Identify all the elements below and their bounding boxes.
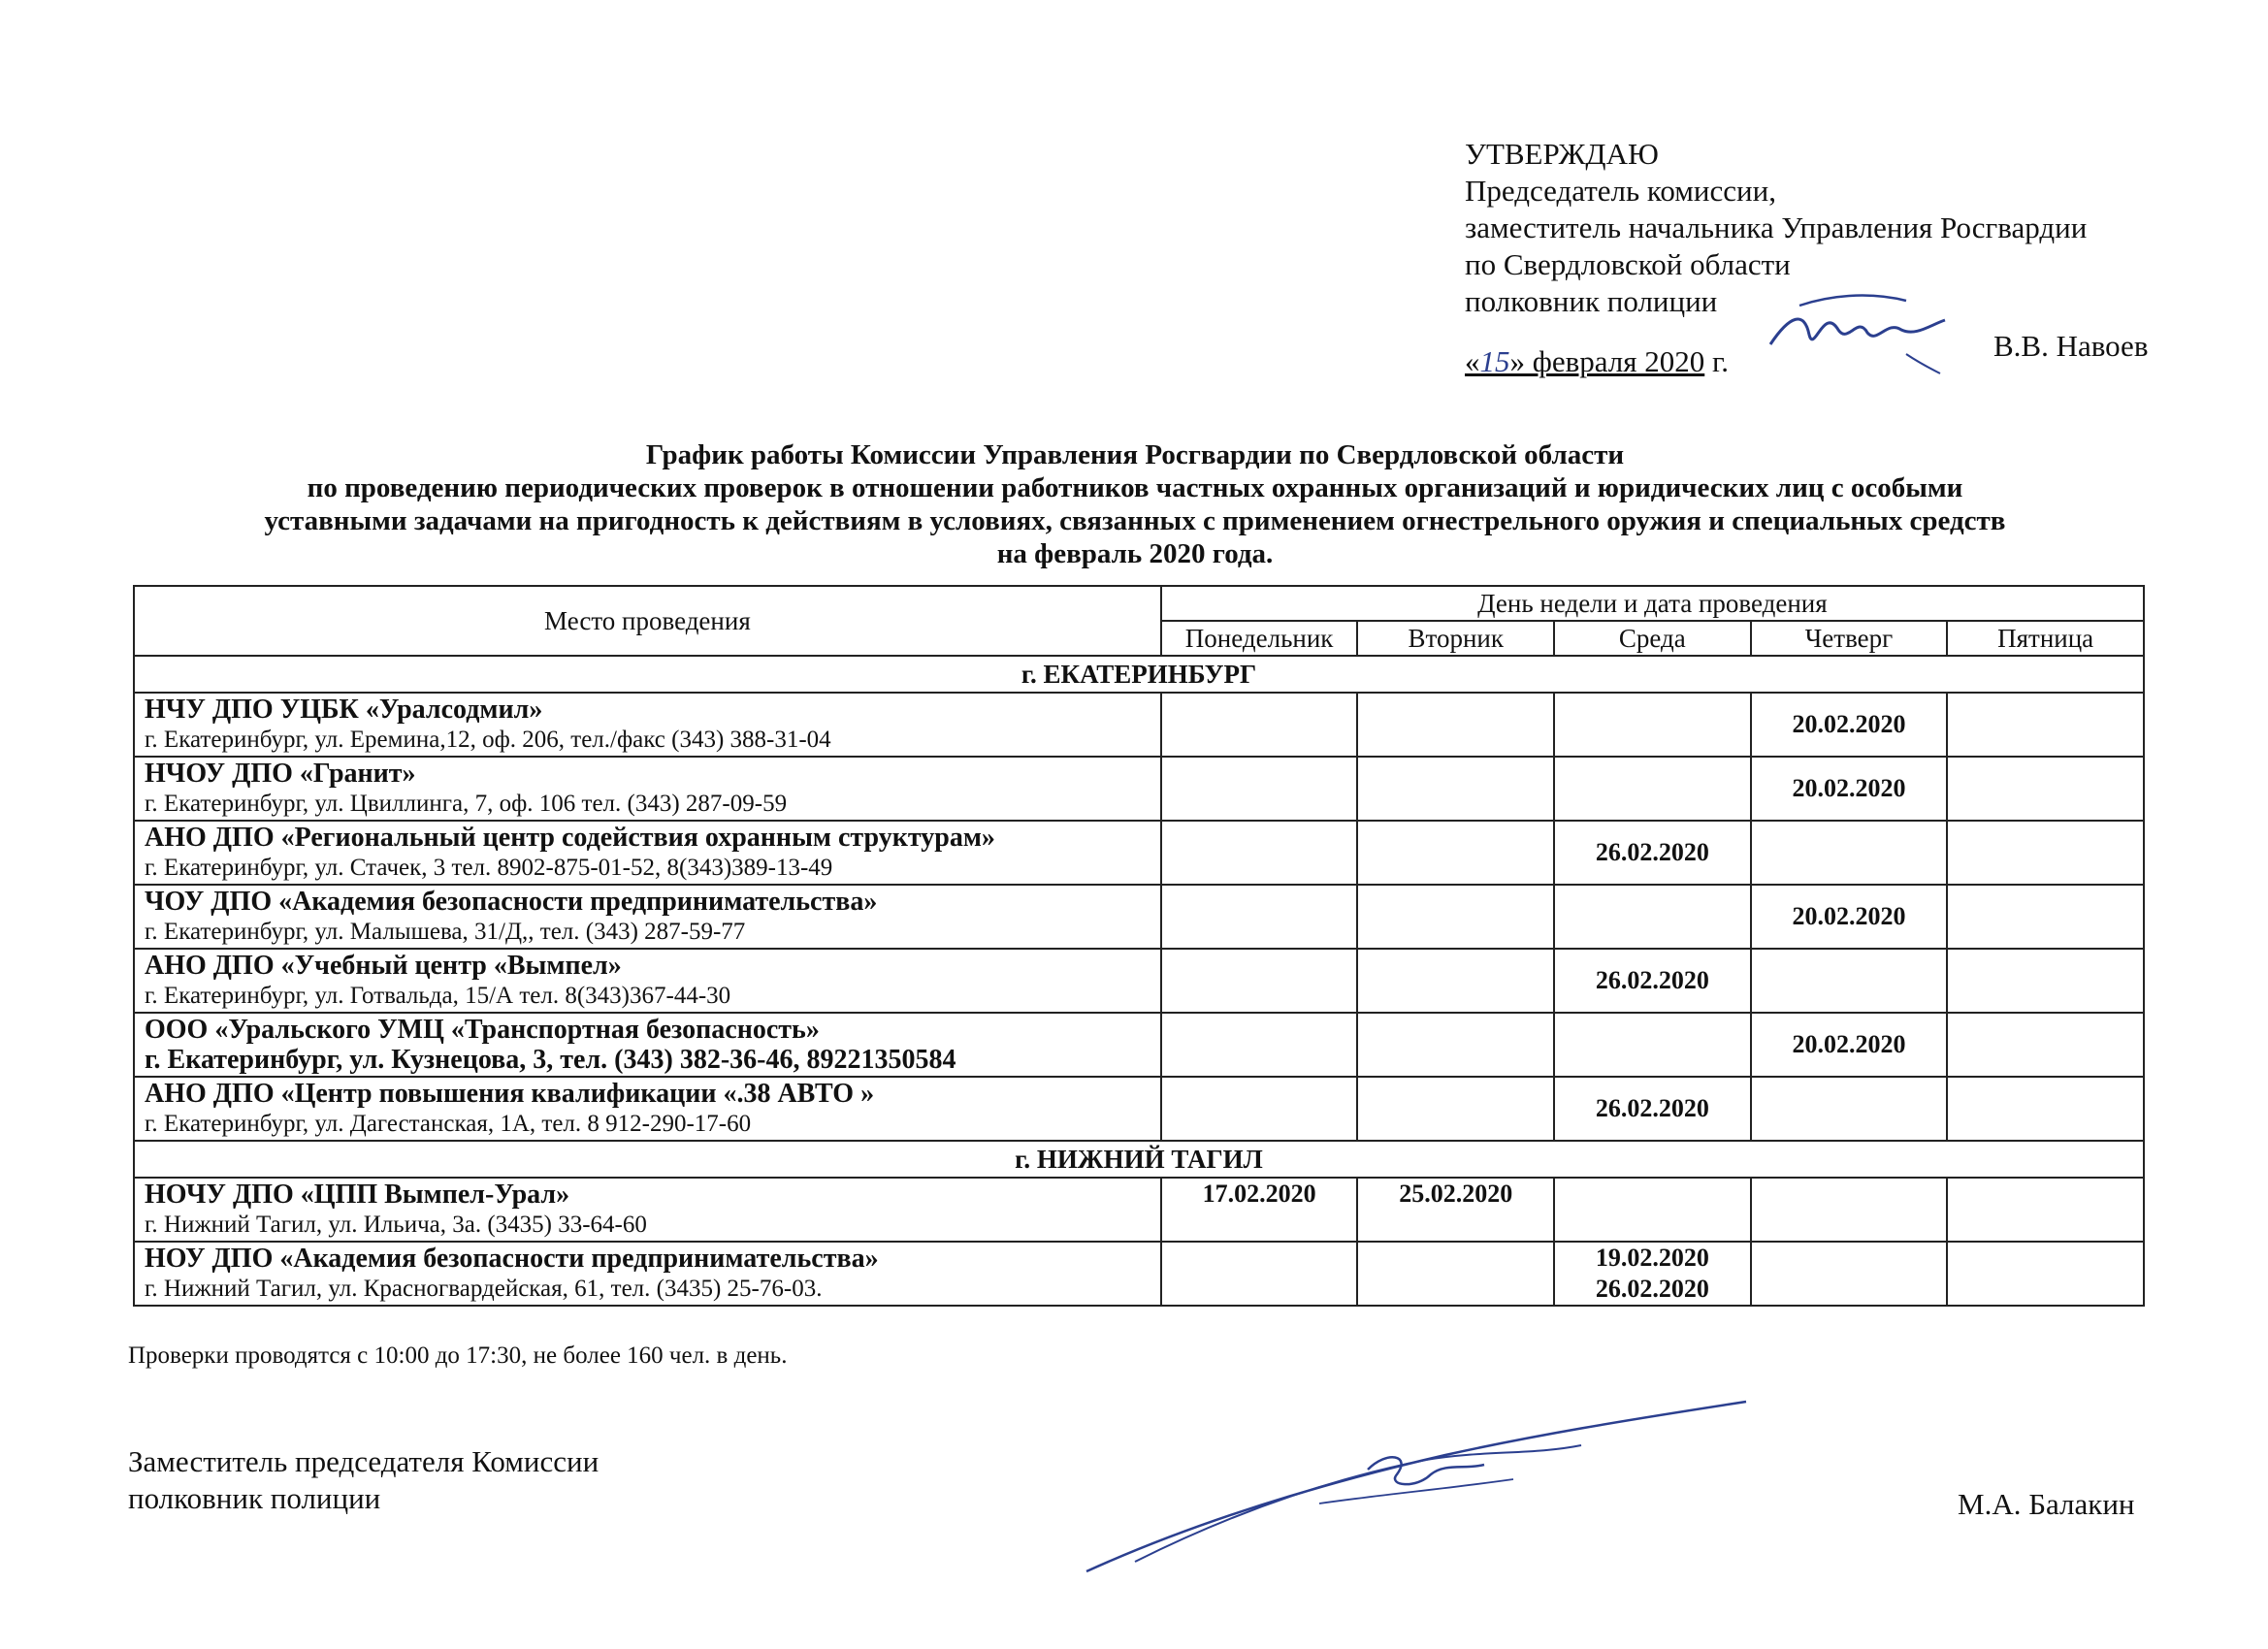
schedule-body xyxy=(134,656,2144,1306)
title-line: уставными задачами на пригодность к действиям в условиях, связанных с применением огнестрельного оружия и специальных средств xyxy=(264,505,2006,536)
place-cell xyxy=(134,757,1161,821)
date-cell: 26.02.2020 xyxy=(1554,949,1751,1013)
date-cell xyxy=(1161,885,1358,949)
organization-address: г. Екатеринбург, ул. Готвальда, 15/А тел. 8(343)367-44-30 xyxy=(145,983,731,1009)
date-cell xyxy=(1947,757,2144,821)
date-cell xyxy=(1161,949,1358,1013)
days-header: День недели и дата проведения xyxy=(1161,586,2144,621)
city-section-row xyxy=(134,1141,2144,1178)
day-header-wednesday: Среда xyxy=(1554,621,1751,656)
date-cell: 17.02.2020 xyxy=(1161,1178,1358,1242)
document-title xyxy=(116,438,2154,570)
date-cell xyxy=(1357,1242,1554,1306)
date-cell: 25.02.2020 xyxy=(1357,1178,1554,1242)
date-cell xyxy=(1751,1077,1948,1141)
city-name: г. ЕКАТЕРИНБУРГ xyxy=(134,656,2144,693)
table-row xyxy=(134,821,2144,885)
table-row xyxy=(134,1178,2144,1242)
date-cell xyxy=(1947,1242,2144,1306)
table-row xyxy=(134,757,2144,821)
organization-address: г. Екатеринбург, ул. Стачек, 3 тел. 8902-875-01-52, 8(343)389-13-49 xyxy=(145,855,833,881)
organization-address: г. Нижний Тагил, ул. Ильича, 3а. (3435) 33-64-60 xyxy=(145,1212,647,1238)
place-cell xyxy=(134,1013,1161,1077)
approver-signature xyxy=(1761,276,1955,383)
deputy-line: Заместитель председателя Комиссии xyxy=(128,1444,599,1478)
table-row xyxy=(134,1013,2144,1077)
date-cell: 26.02.2020 xyxy=(1554,821,1751,885)
organization-name: АНО ДПО «Учебный центр «Вымпел» xyxy=(145,951,622,981)
approval-line: полковник полиции xyxy=(1465,284,1718,318)
organization-name: НЧОУ ДПО «Гранит» xyxy=(145,759,416,789)
date-cell xyxy=(1947,885,2144,949)
date-cell xyxy=(1554,693,1751,757)
date-cell xyxy=(1357,821,1554,885)
date-cell xyxy=(1357,1077,1554,1141)
schedule-note: Проверки проводятся с 10:00 до 17:30, не более 160 чел. в день. xyxy=(128,1342,788,1369)
date-cell xyxy=(1357,693,1554,757)
place-cell xyxy=(134,693,1161,757)
date-cell: 26.02.2020 xyxy=(1554,1077,1751,1141)
organization-address: г. Екатеринбург, ул. Цвиллинга, 7, оф. 106 тел. (343) 287-09-59 xyxy=(145,791,788,817)
date-cell xyxy=(1554,757,1751,821)
approval-date-day: 15 xyxy=(1479,344,1510,378)
approval-date: «15» февраля 2020 г. xyxy=(1465,344,1729,378)
date-cell xyxy=(1947,693,2144,757)
date-cell xyxy=(1554,1178,1751,1242)
date-cell xyxy=(1161,757,1358,821)
date-cell xyxy=(1161,693,1358,757)
place-cell xyxy=(134,1242,1161,1306)
date-cell: 20.02.2020 xyxy=(1751,885,1948,949)
table-row xyxy=(134,885,2144,949)
date-cell xyxy=(1554,1013,1751,1077)
organization-name: АНО ДПО «Центр повышения квалификации «.38 АВТО » xyxy=(145,1079,875,1109)
date-cell xyxy=(1357,1013,1554,1077)
table-row xyxy=(134,693,2144,757)
approval-line: заместитель начальника Управления Росгвардии xyxy=(1465,210,2088,244)
organization-name: ЧОУ ДПО «Академия безопасности предпринимательства» xyxy=(145,887,878,917)
title-line: График работы Комиссии Управления Росгвардии по Свердловской области xyxy=(645,439,1625,470)
date-cell xyxy=(1947,1077,2144,1141)
place-cell xyxy=(134,821,1161,885)
date-cell xyxy=(1357,757,1554,821)
date-cell xyxy=(1161,1077,1358,1141)
organization-address: г. Нижний Тагил, ул. Красногвардейская, 61, тел. (3435) 25-76-03. xyxy=(145,1276,823,1302)
organization-name: НОЧУ ДПО «ЦПП Вымпел-Урал» xyxy=(145,1180,570,1210)
date-cell xyxy=(1751,1178,1948,1242)
day-header-friday: Пятница xyxy=(1947,621,2144,656)
date-cell: 19.02.2020 26.02.2020 xyxy=(1554,1242,1751,1306)
organization-address: г. Екатеринбург, ул. Еремина,12, оф. 206, тел./факс (343) 388-31-04 xyxy=(145,727,831,753)
deputy-name: М.А. Балакин xyxy=(1958,1487,2135,1521)
place-cell xyxy=(134,885,1161,949)
city-name: г. НИЖНИЙ ТАГИЛ xyxy=(134,1141,2144,1178)
approval-line: Председатель комиссии, xyxy=(1465,174,1776,208)
approval-heading: УТВЕРЖДАЮ xyxy=(1465,137,1659,171)
date-cell xyxy=(1751,949,1948,1013)
organization-name: ООО «Уральского УМЦ «Транспортная безопасность» xyxy=(145,1015,820,1045)
date-cell xyxy=(1947,1178,2144,1242)
date-cell xyxy=(1947,949,2144,1013)
table-row xyxy=(134,949,2144,1013)
date-cell xyxy=(1357,949,1554,1013)
title-line: на февраль 2020 года. xyxy=(996,538,1274,569)
organization-name: НОУ ДПО «Академия безопасности предпринимательства» xyxy=(145,1244,879,1274)
place-cell xyxy=(134,1077,1161,1141)
deputy-line: полковник полиции xyxy=(128,1481,381,1515)
deputy-block xyxy=(128,1443,599,1517)
city-section-row xyxy=(134,656,2144,693)
date-cell xyxy=(1357,885,1554,949)
day-header-monday: Понедельник xyxy=(1161,621,1358,656)
organization-name: АНО ДПО «Региональный центр содействия охранным структурам» xyxy=(145,823,995,853)
date-cell xyxy=(1947,821,2144,885)
title-line: по проведению периодических проверок в отношении работников частных охранных организаций и юридических лиц с особыми xyxy=(307,472,1963,503)
schedule-table xyxy=(133,585,2145,1307)
organization-address: г. Екатеринбург, ул. Малышева, 31/Д,, тел. (343) 287-59-77 xyxy=(145,919,746,945)
table-row xyxy=(134,1077,2144,1141)
date-cell xyxy=(1161,821,1358,885)
date-cell xyxy=(1161,1013,1358,1077)
place-header: Место проведения xyxy=(134,586,1161,656)
date-cell xyxy=(1947,1013,2144,1077)
organization-name: НЧУ ДПО УЦБК «Уралсодмил» xyxy=(145,695,543,725)
place-cell xyxy=(134,949,1161,1013)
deputy-signature xyxy=(1077,1397,1756,1581)
date-cell: 20.02.2020 xyxy=(1751,1013,1948,1077)
day-header-tuesday: Вторник xyxy=(1357,621,1554,656)
place-cell xyxy=(134,1178,1161,1242)
day-header-thursday: Четверг xyxy=(1751,621,1948,656)
organization-address: г. Екатеринбург, ул. Кузнецова, 3, тел. (343) 382-36-46, 89221350584 xyxy=(145,1045,956,1075)
date-cell: 20.02.2020 xyxy=(1751,693,1948,757)
approver-name: В.В. Навоев xyxy=(1993,329,2149,363)
organization-address: г. Екатеринбург, ул. Дагестанская, 1А, тел. 8 912-290-17-60 xyxy=(145,1111,752,1137)
table-row xyxy=(134,1242,2144,1306)
date-cell: 20.02.2020 xyxy=(1751,757,1948,821)
approval-line: по Свердловской области xyxy=(1465,247,1791,281)
date-cell xyxy=(1751,821,1948,885)
date-cell xyxy=(1554,885,1751,949)
date-cell xyxy=(1751,1242,1948,1306)
date-cell xyxy=(1161,1242,1358,1306)
